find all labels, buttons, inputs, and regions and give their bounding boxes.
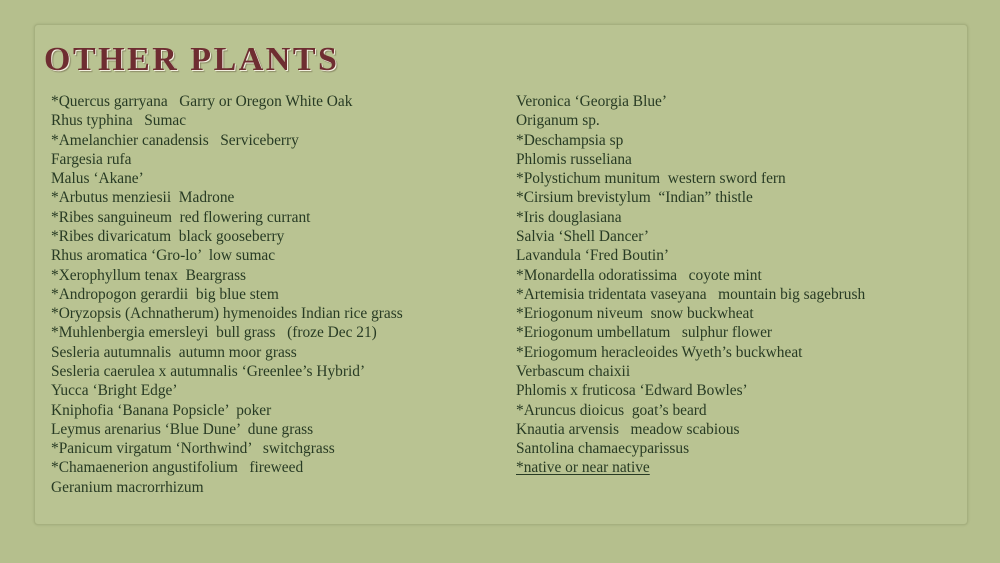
- list-item: *Cirsium brevistylum “Indian” thistle: [516, 189, 753, 207]
- list-item: Santolina chamaecyparissus: [516, 440, 690, 458]
- list-item: *Polystichum munitum western sword fern: [516, 170, 786, 188]
- list-item: *Oryzopsis (Achnatherum) hymenoides Indian rice grass: [51, 305, 403, 323]
- list-item: Yucca ‘Bright Edge’: [51, 382, 178, 400]
- list-item: *Arbutus menziesii Madrone: [51, 189, 235, 207]
- list-item: *Ribes sanguineum red flowering currant: [51, 208, 311, 226]
- list-item: *Andropogon gerardii big blue stem: [51, 285, 279, 303]
- list-item: Phlomis x fruticosa ‘Edward Bowles’: [516, 382, 748, 400]
- plant-list-left: [51, 92, 403, 497]
- list-item: *Panicum virgatum ‘Northwind’ switchgrass: [51, 440, 335, 458]
- list-item: Phlomis russeliana: [516, 150, 632, 168]
- list-item: Sesleria caerulea x autumnalis ‘Greenlee’s Hybrid’: [51, 362, 366, 380]
- list-item: *Ribes divaricatum black gooseberry: [51, 227, 285, 245]
- list-item: *Chamaenerion angustifolium fireweed: [51, 459, 304, 477]
- list-item: Geranium macrorrhizum: [51, 478, 204, 496]
- list-item: *Eriogonum umbellatum sulphur flower: [516, 324, 773, 342]
- list-item: *Xerophyllum tenax Beargrass: [51, 266, 247, 284]
- list-item: Rhus aromatica ‘Gro-lo’ low sumac: [51, 247, 276, 265]
- list-item: Sesleria autumnalis autumn moor grass: [51, 343, 297, 361]
- list-item: *Amelanchier canadensis Serviceberry: [51, 131, 299, 149]
- list-item: *Monardella odoratissima coyote mint: [516, 266, 762, 284]
- list-item: Veronica ‘Georgia Blue’: [516, 93, 667, 110]
- list-item: *Artemisia tridentata vaseyana mountain big sagebrush: [516, 285, 866, 303]
- list-item: Verbascum chaixii: [516, 362, 631, 380]
- native-footnote: *native or near native: [516, 459, 650, 477]
- list-item: Lavandula ‘Fred Boutin’: [516, 247, 670, 265]
- list-item: Knautia arvensis meadow scabious: [516, 420, 740, 438]
- list-item: *Quercus garryana Garry or Oregon White Oak: [51, 93, 353, 110]
- list-item: Salvia ‘Shell Dancer’: [516, 227, 650, 245]
- list-item: Leymus arenarius ‘Blue Dune’ dune grass: [51, 420, 314, 438]
- page-title: OTHER PLANTS: [44, 41, 340, 78]
- list-item: *Iris douglasiana: [516, 208, 622, 226]
- list-item: *Muhlenbergia emersleyi bull grass (froze Dec 21): [51, 324, 377, 342]
- list-item: *Eriogonum niveum snow buckwheat: [516, 305, 754, 323]
- list-item: *Deschampsia sp: [516, 131, 624, 149]
- list-item: Kniphofia ‘Banana Popsicle’ poker: [51, 401, 272, 419]
- list-item: Malus ‘Akane’: [51, 170, 144, 188]
- list-item: Fargesia rufa: [51, 150, 132, 168]
- plant-list-right: [516, 92, 865, 478]
- list-item: Origanum sp.: [516, 112, 600, 130]
- list-item: Rhus typhina Sumac: [51, 112, 187, 130]
- list-item: *Eriogomum heracleoides Wyeth’s buckwheat: [516, 343, 803, 361]
- list-item: *Aruncus dioicus goat’s beard: [516, 401, 707, 419]
